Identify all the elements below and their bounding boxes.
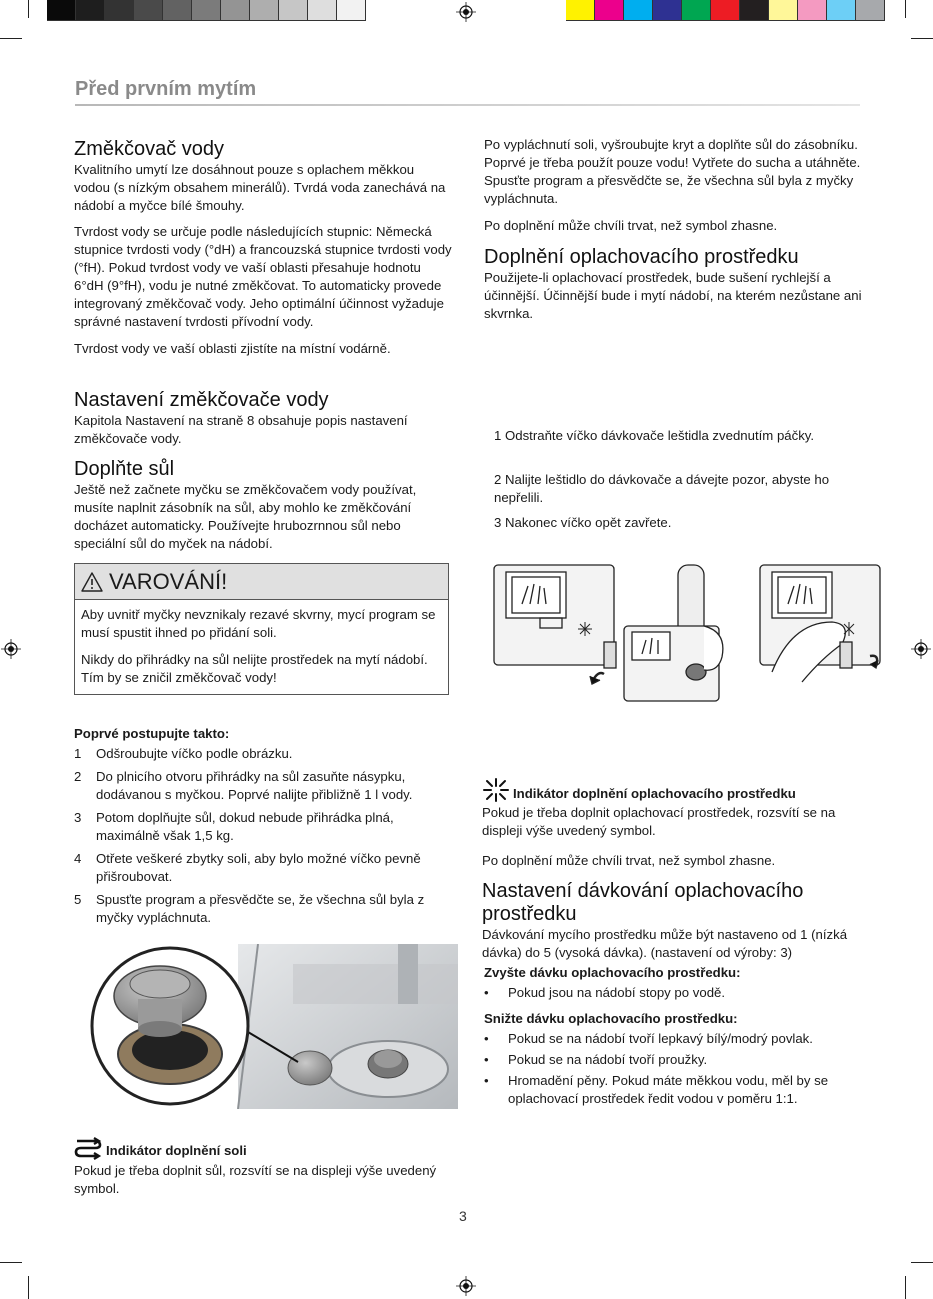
crop-mark: [911, 38, 933, 39]
rinse-aid-title: Doplnění oplachovacího prostředku: [484, 246, 799, 268]
gray-swatch: [134, 0, 163, 21]
bullet-text: Pokud se na nádobí tvoří lepkavý bílý/modrý povlak.: [508, 1031, 813, 1046]
rinse-indicator-paragraph: Pokud je třeba doplnit oplachovací prostředek, rozsvítí se na displeji výše uvedený symbol.: [482, 805, 836, 838]
rinse-aid-steps: [494, 427, 869, 532]
gray-swatch: [337, 0, 366, 21]
bullet-marker: •: [484, 1031, 489, 1046]
color-swatch: [856, 0, 885, 21]
rinse-salt-section: [484, 136, 862, 235]
rinse-aid-step-3: 3 Nakonec víčko opět zavřete.: [494, 515, 672, 530]
steps-list: [74, 745, 454, 927]
color-swatch: [682, 0, 711, 21]
softener-paragraph-3: Tvrdost vody ve vaší oblasti zjistíte na místní vodárně.: [74, 341, 391, 356]
dosage-title: Nastavení dávkování oplachovacího prostředku: [482, 880, 804, 925]
bullet-text: Pokud se na nádobí tvoří proužky.: [508, 1052, 708, 1067]
crop-mark: [28, 0, 29, 18]
step-text: Spusťte program a přesvědčte se, že všechna sůl byla z myčky vypláchnuta.: [96, 892, 425, 925]
rinse-aid-step-1: 1 Odstraňte víčko dávkovače leštidla zvednutím páčky.: [494, 428, 815, 443]
salt-indicator-section: [74, 1136, 454, 1198]
warning-paragraph-2: Nikdy do přihrádky na sůl nelijte prostředek na mytí nádobí. Tím by se zničil změkčovač vody!: [81, 652, 428, 685]
step-item: [74, 768, 454, 804]
step-item: [74, 745, 454, 763]
bullet-item: [482, 1030, 866, 1048]
step-text: Odšroubujte víčko podle obrázku.: [96, 746, 293, 761]
gray-swatch: [105, 0, 134, 21]
warning-title: VAROVÁNÍ!: [109, 568, 228, 594]
step-number: 5: [74, 892, 82, 907]
increase-title: Zvyšte dávku oplachovacího prostředku:: [484, 965, 741, 980]
softener-paragraph-1: Kvalitního umytí lze dosáhnout pouze s oplachem měkkou vodou (s nízkým obsahem minerálů). Tvrdá voda zanechává na nádobí a myčce bílé šmouhy.: [74, 162, 446, 213]
color-swatch: [624, 0, 653, 21]
salt-indicator-title: Indikátor doplnění soli: [106, 1143, 247, 1158]
rinse-aid-indicator-icon: [482, 777, 510, 803]
softener-setting-paragraph: Kapitola Nastavení na straně 8 obsahuje popis nastavení změkčovače vody.: [74, 413, 408, 446]
header-divider: [75, 104, 860, 106]
rinse-aid-dispenser-illustration: [492, 562, 888, 707]
softener-title: Změkčovač vody: [74, 138, 225, 160]
color-swatch: [653, 0, 682, 21]
increase-list: [482, 984, 866, 1002]
crop-mark: [28, 1276, 29, 1299]
color-swatch: [711, 0, 740, 21]
bullet-marker: •: [484, 1052, 489, 1067]
softener-section: [74, 138, 452, 358]
softener-paragraph-2: Tvrdost vody se určuje podle následujících stupnic: Německá stupnice tvrdosti vody (°dH) a francouzská stupnice tvrdosti vody (°fH). Pokud tvrdost vody ve vaší oblasti přesahuje hodnotu 6°dH (9°fH), vodu je nutné změkčovat. To automaticky provede integrovaný změkčovač vody. Jeho optimální účinnost vyžaduje správné nastavení tvrdosti přívodní vody.: [74, 224, 452, 329]
decrease-list: [482, 1030, 866, 1108]
color-swatch: [595, 0, 624, 21]
page-number: 3: [459, 1208, 467, 1224]
registration-mark-icon: [456, 2, 476, 22]
bullet-item: [482, 1072, 866, 1108]
registration-mark-icon: [456, 1276, 476, 1296]
color-swatch: [798, 0, 827, 21]
gray-swatch: [279, 0, 308, 21]
gray-swatch: [250, 0, 279, 21]
rinse-paragraph-2: Po doplnění může chvíli trvat, než symbol zhasne.: [484, 218, 778, 233]
decrease-title: Snižte dávku oplachovacího prostředku:: [484, 1011, 738, 1026]
crop-mark: [905, 0, 906, 18]
bullet-text: Pokud jsou na nádobí stopy po vodě.: [508, 985, 726, 1000]
warning-box: [74, 563, 449, 695]
color-swatch: [566, 0, 595, 21]
salt-container-cap-illustration: [88, 944, 458, 1109]
steps-title: Poprvé postupujte takto:: [74, 726, 230, 741]
page-header-title: Před prvním mytím: [75, 78, 257, 100]
gray-swatch: [221, 0, 250, 21]
step-item: [74, 809, 454, 845]
bullet-marker: •: [484, 985, 489, 1000]
crop-mark: [911, 1262, 933, 1263]
color-swatch: [827, 0, 856, 21]
rinse-indicator-paragraph-2: Po doplnění může chvíli trvat, než symbol zhasne.: [482, 853, 776, 868]
step-text: Potom doplňujte sůl, dokud nebude přihrádka plná, maximálně však 1,5 kg.: [96, 810, 394, 843]
color-swatch: [740, 0, 769, 21]
step-number: 1: [74, 746, 82, 761]
salt-title: Doplňte sůl: [74, 458, 175, 480]
crop-mark: [0, 38, 22, 39]
softener-setting-section: [74, 389, 452, 448]
rinse-aid-section: [484, 246, 862, 323]
salt-indicator-paragraph: Pokud je třeba doplnit sůl, rozsvítí se na displeji výše uvedený symbol.: [74, 1163, 437, 1196]
rinse-paragraph-1: Po vypláchnutí soli, vyšroubujte kryt a doplňte sůl do zásobníku. Poprvé je třeba použít pouze vodu! Vytřete do sucha a utáhněte. Spusťte program a přesvědčte se, že všechna sůl byla z myčky vypláchnuta.: [484, 137, 861, 206]
rinse-aid-paragraph: Použijete-li oplachovací prostředek, bude sušení rychlejší a účinnější. Účinnější bude i mytí nádobí, na kterém nezůstane ani skvrnka.: [484, 270, 862, 321]
warning-triangle-icon: [81, 572, 103, 592]
gray-swatch: [163, 0, 192, 21]
step-item: [74, 891, 454, 927]
bullet-item: [482, 984, 866, 1002]
salt-indicator-icon: [74, 1136, 102, 1160]
step-item: [74, 850, 454, 886]
bullet-text: Hromadění pěny. Pokud máte měkkou vodu, měl by se oplachovací prostředek ředit vodou v poměru 1:1.: [508, 1073, 829, 1106]
color-swatch: [769, 0, 798, 21]
gray-swatch: [308, 0, 337, 21]
rinse-aid-step-2: 2 Nalijte leštidlo do dávkovače a dávejte pozor, abyste ho nepřelili.: [494, 472, 830, 505]
registration-mark-icon: [911, 639, 931, 659]
dosage-paragraph: Dávkování mycího prostředku může být nastaveno od 1 (nízká dávka) do 5 (vysoká dávka). (nastavení od výroby: 3): [482, 927, 848, 960]
crop-mark: [0, 1262, 22, 1263]
step-text: Otřete veškeré zbytky soli, aby bylo možné víčko pevně přišroubovat.: [96, 851, 421, 884]
warning-paragraph-1: Aby uvnitř myčky nevznikaly rezavé skvrny, mycí program se musí spustit ihned po přidání soli.: [81, 607, 436, 640]
gray-swatch: [47, 0, 76, 21]
gray-swatch: [192, 0, 221, 21]
rinse-indicator-title: Indikátor doplnění oplachovacího prostředku: [513, 786, 796, 801]
first-time-steps: [74, 725, 454, 932]
step-number: 2: [74, 769, 82, 784]
softener-setting-title: Nastavení změkčovače vody: [74, 389, 329, 411]
rinse-indicator-section: [482, 777, 862, 870]
step-text: Do plnicího otvoru přihrádky na sůl zasuňte násypku, dodávanou s myčkou. Poprvé nalijte přibližně 1 l vody.: [96, 769, 413, 802]
crop-mark: [905, 1276, 906, 1299]
warning-header: [75, 564, 448, 600]
dosage-section: [482, 880, 866, 1111]
bullet-item: [482, 1051, 866, 1069]
gray-swatch: [76, 0, 105, 21]
salt-section: [74, 458, 452, 553]
bullet-marker: •: [484, 1073, 489, 1088]
step-number: 3: [74, 810, 82, 825]
salt-paragraph: Ještě než začnete myčku se změkčovačem vody používat, musíte naplnit zásobník na sůl, aby mohlo ke změkčování docházet automaticky. Používejte hrubozrnnou sůl nebo speciální sůl do myček na nádobí.: [74, 482, 417, 551]
registration-mark-icon: [1, 639, 21, 659]
step-number: 4: [74, 851, 82, 866]
